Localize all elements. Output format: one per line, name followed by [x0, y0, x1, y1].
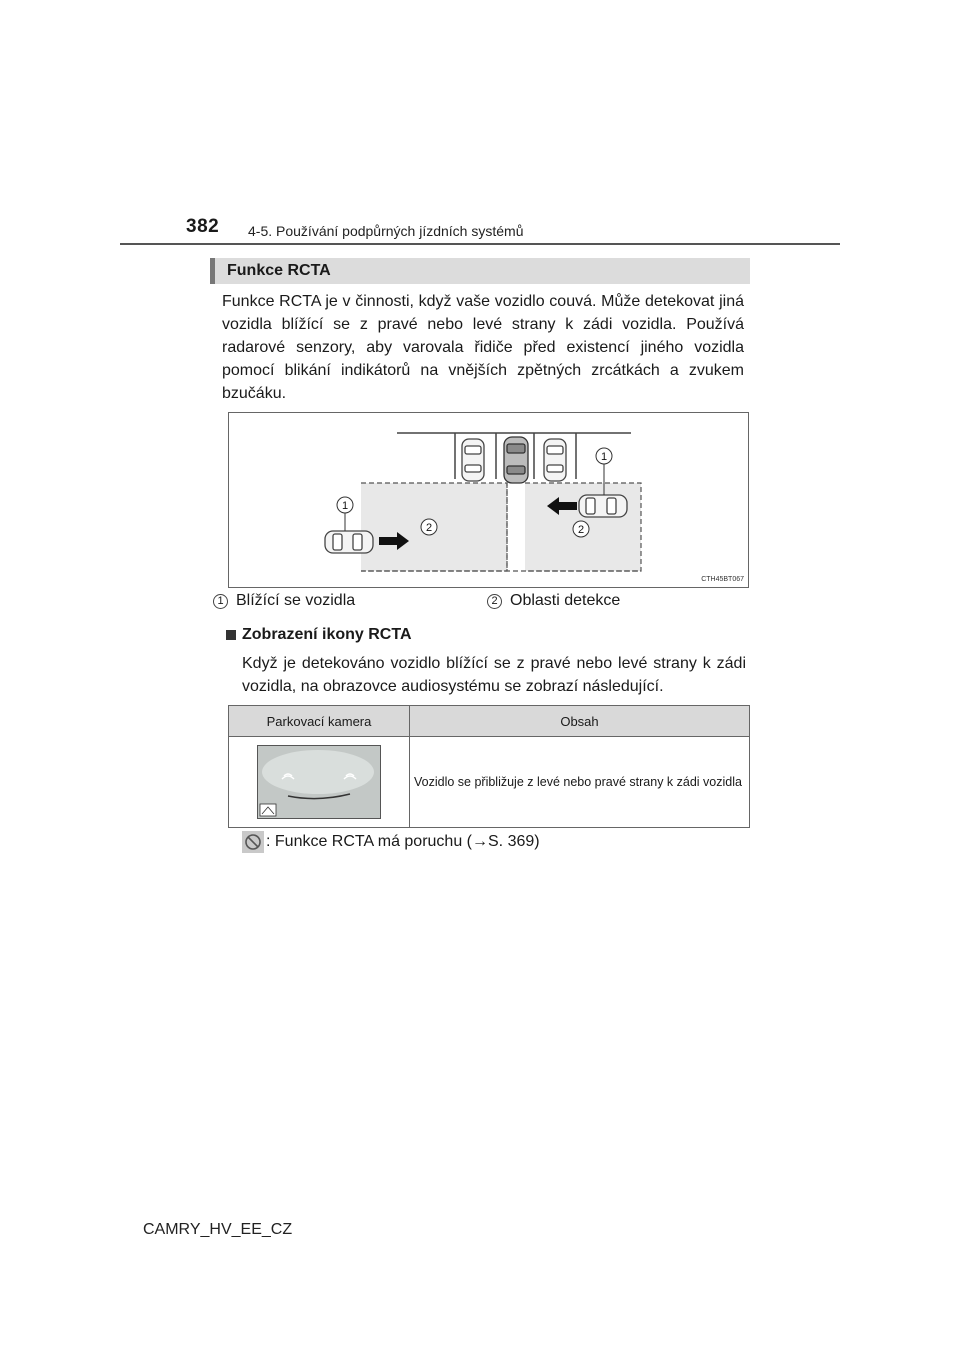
car-icon	[579, 495, 627, 517]
header-rule	[120, 243, 840, 245]
car-icon	[462, 439, 484, 481]
content-cell: Vozidlo se přibližuje z levé nebo pravé strany k zádi vozidla	[410, 737, 750, 828]
subsection-heading	[226, 626, 412, 644]
malfunction-note	[242, 831, 540, 853]
callout-1-right: 1	[600, 451, 608, 463]
car-icon	[544, 439, 566, 481]
rcta-table	[228, 705, 750, 828]
rcta-figure	[228, 412, 749, 588]
section-body: Funkce RCTA je v činnosti, když vaše vozidlo couvá. Může detekovat jiná vozidla blížící se z pravé nebo levé strany k zádi vozidla. Používá radarové senzory, aby varovala řidiče před existencí jiného vozidla pomocí blikání indikátorů na vnějších zpětných zrcátkách a zvukem bzučáku.	[222, 293, 744, 402]
legend-item-2	[487, 590, 620, 612]
table-row	[229, 737, 750, 828]
legend-label: Blížící se vozidla	[236, 592, 356, 609]
section-heading: Funkce RCTA	[210, 258, 750, 284]
callout-2-right: 2	[577, 524, 585, 536]
camera-cell	[229, 737, 410, 828]
table-header: Parkovací kamera	[229, 706, 410, 737]
figure-code: CTH45BT067	[701, 576, 744, 583]
table-header: Obsah	[410, 706, 750, 737]
callout-2-left: 2	[425, 522, 433, 534]
legend-number: 2	[487, 594, 502, 609]
camera-view-icon	[257, 745, 381, 819]
car-icon	[504, 437, 528, 483]
legend-item-1	[213, 590, 355, 612]
bullet-square-icon	[226, 630, 236, 640]
footer-code: CAMRY_HV_EE_CZ	[143, 1221, 293, 1238]
subsection-body: Když je detekováno vozidlo blížící se z pravé nebo levé strany k zádi vozidla, na obrazovce audiosystému se zobrazí následující.	[242, 655, 746, 695]
rcta-malfunction-icon	[242, 831, 264, 853]
subsection-title: Zobrazení ikony RCTA	[242, 626, 412, 643]
legend-label: Oblasti detekce	[510, 592, 621, 609]
chapter-title: 4-5. Používání podpůrných jízdních systémů	[248, 223, 524, 239]
rcta-diagram	[229, 413, 750, 589]
car-icon	[325, 531, 373, 553]
page-number: 382	[186, 216, 220, 237]
callout-1-left: 1	[341, 500, 349, 512]
legend-number: 1	[213, 594, 228, 609]
note-text: : Funkce RCTA má poruchu (→S. 369)	[266, 833, 540, 850]
